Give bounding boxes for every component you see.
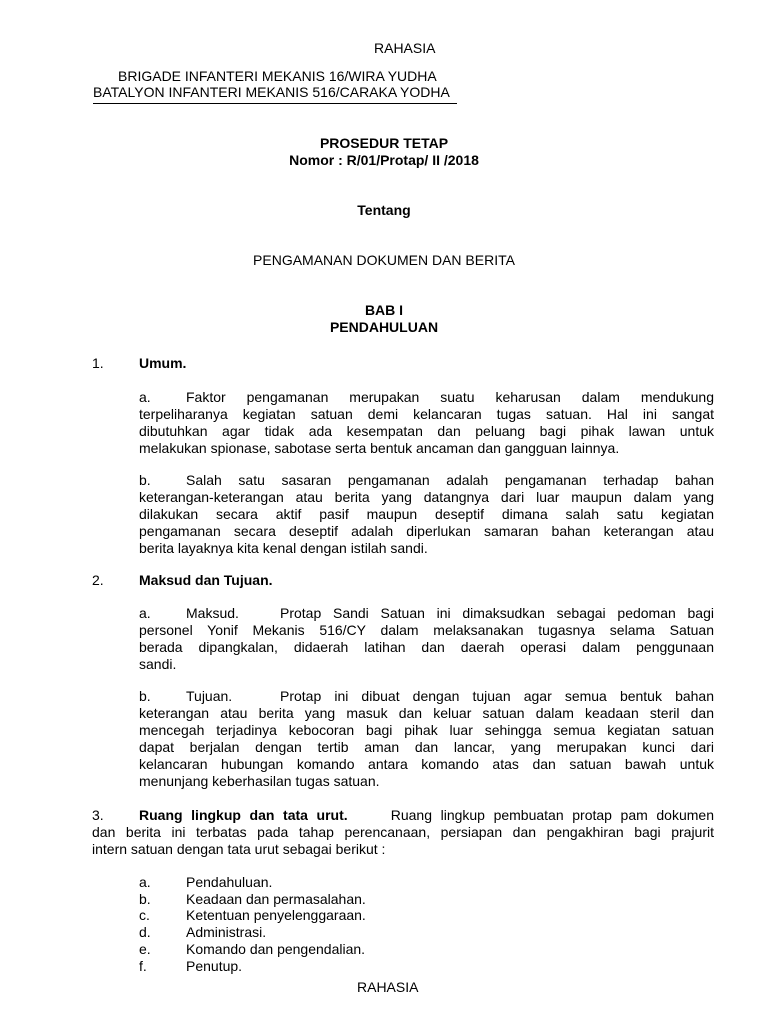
section-2b-line: Protap ini dibuat dengan tujuan agar semua bentuk bahan	[280, 688, 714, 704]
classification-top: RAHASIA	[374, 40, 436, 56]
list-item: Penutup.	[186, 958, 243, 974]
doc-type: PROSEDUR TETAP	[319, 135, 449, 151]
section-1a-line: terpeliharanya kegiatan satuan demi kelancaran tugas satuan. Hal ini sangat	[139, 406, 714, 422]
list-item: Keadaan dan permasalahan.	[186, 891, 366, 907]
section-3-number: 3.	[92, 807, 104, 823]
section-2a-line: berada dipangkalan, didaerah latihan dan daerah operasi dalam penggunaan	[139, 639, 714, 655]
section-2a-line: Protap Sandi Satuan ini dimaksudkan sebagai pedoman bagi	[280, 605, 714, 621]
section-2-heading: Maksud dan Tujuan.	[139, 572, 273, 588]
section-1b-line: Salah satu sasaran pengamanan adalah pengamanan terhadap bahan	[186, 472, 714, 488]
section-2b-line: kelancaran hubungan komando antara komando atas dan satuan bawah untuk	[139, 756, 714, 772]
section-1b-line: dilakukan secara aktif pasif maupun deseptif dimana salah satu kegiatan	[139, 506, 714, 522]
section-3-line: Ruang lingkup pembuatan protap pam dokumen	[390, 807, 714, 823]
section-2a-line: sandi.	[139, 656, 177, 672]
section-1b-letter: b.	[139, 472, 151, 488]
section-1a-paragraph	[139, 389, 714, 457]
section-1a-line: melakukan spionase, sabotase serta bentuk ancaman dan gangguan lainnya.	[139, 440, 620, 456]
chapter-title: PENDAHULUAN	[329, 319, 439, 335]
section-2a-label: Maksud.	[186, 605, 239, 621]
section-2b-line: mencegah terjadinya kebocoran bagi pihak luar sehingga semua kegiatan satuan	[139, 722, 714, 738]
doc-subject: PENGAMANAN DOKUMEN DAN BERITA	[253, 252, 515, 268]
section-2a-paragraph	[139, 605, 714, 673]
list-item-letter: c.	[139, 907, 150, 923]
section-1a-letter: a.	[139, 389, 151, 405]
section-1b-line: pengamanan secara deseptif adalah diperlukan samaran bahan keterangan atau	[139, 523, 714, 539]
unit-line-battalion: BATALYON INFANTERI MEKANIS 516/CARAKA YODHA	[93, 84, 450, 100]
unit-line-brigade: BRIGADE INFANTERI MEKANIS 16/WIRA YUDHA	[118, 68, 437, 84]
header-underline	[93, 103, 457, 104]
list-item-letter: f.	[139, 958, 147, 974]
list-item-letter: a.	[139, 874, 151, 890]
section-2b-line: keterangan atau berita yang masuk dan keluar satuan dalam keadaan steril dan	[139, 705, 714, 721]
section-1a-line: dibutuhkan agar tidak ada kesempatan dan peluang bagi pihak lawan untuk	[139, 423, 714, 439]
list-item: Ketentuan penyelenggaraan.	[186, 907, 366, 923]
section-1-heading: Umum.	[139, 355, 187, 371]
section-2b-paragraph	[139, 688, 714, 790]
section-2a-line: personel Yonif Mekanis 516/CY dalam melaksanakan tugasnya selama Satuan	[139, 622, 714, 638]
list-item: Administrasi.	[186, 924, 267, 940]
chapter-number: BAB I	[364, 302, 404, 318]
section-1b-line: keterangan-keterangan atau berita yang datangnya dari luar maupun dalam yang	[139, 489, 714, 505]
section-2b-label: Tujuan.	[186, 688, 233, 704]
section-2b-line: menunjang keberhasilan tugas satuan.	[139, 773, 380, 789]
section-3-paragraph	[92, 807, 714, 858]
section-3-heading: Ruang lingkup dan tata urut.	[139, 807, 348, 823]
list-item-letter: e.	[139, 941, 151, 957]
section-1b-line: berita layaknya kita kenal dengan istilah sandi.	[139, 540, 428, 556]
classification-bottom: RAHASIA	[357, 979, 419, 995]
section-2-number: 2.	[92, 572, 104, 588]
section-1-number: 1.	[92, 355, 104, 371]
section-3-line: dan berita ini terbatas pada tahap perencanaan, persiapan dan pengakhiran bagi prajurit	[92, 824, 714, 840]
section-2a-letter: a.	[139, 605, 151, 621]
list-item-letter: d.	[139, 924, 151, 940]
section-1b-paragraph	[139, 472, 714, 557]
section-3-line: intern satuan dengan tata urut sebagai berikut :	[92, 841, 386, 857]
section-1a-line: Faktor pengamanan merupakan suatu keharusan dalam mendukung	[186, 389, 714, 405]
doc-number: Nomor : R/01/Protap/ II /2018	[289, 152, 479, 168]
section-2b-line: dapat berjalan dengan tertib aman dan lancar, yang merupakan kunci dari	[139, 739, 714, 755]
list-item: Pendahuluan.	[186, 874, 273, 890]
about-label: Tentang	[357, 202, 411, 218]
section-2b-letter: b.	[139, 688, 151, 704]
list-item: Komando dan pengendalian.	[186, 941, 366, 957]
list-item-letter: b.	[139, 891, 151, 907]
